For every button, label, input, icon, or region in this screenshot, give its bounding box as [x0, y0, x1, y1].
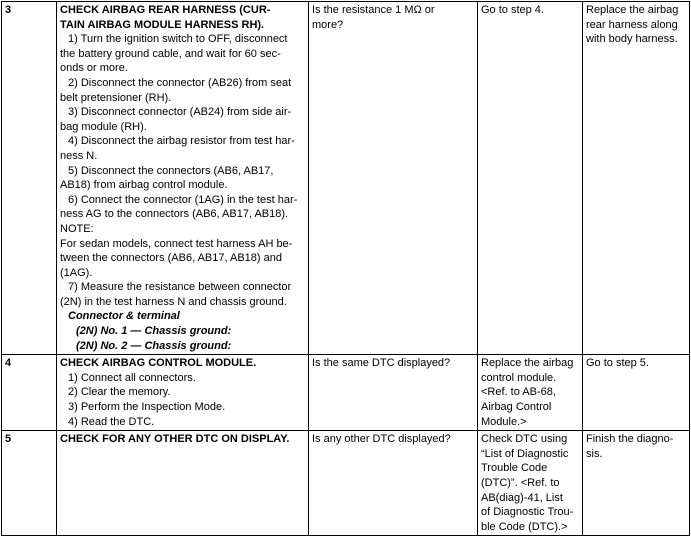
check-cell: [309, 355, 478, 431]
procedure-line: 3) Disconnect connector (AB24) from side air-: [68, 106, 292, 119]
step-number: 5: [2, 431, 57, 536]
step-title: CHECK FOR ANY OTHER DTC ON DISPLAY.: [60, 433, 290, 446]
check-cell: [309, 431, 478, 536]
check-line: Is any other DTC displayed?: [312, 433, 451, 446]
no-line: Finish the diagno-: [586, 433, 674, 446]
procedure-line: 3) Perform the Inspection Mode.: [68, 401, 226, 414]
yes-cell: [478, 431, 583, 536]
procedure-line: 2) Clear the memory.: [68, 386, 171, 399]
step-title: CHECK AIRBAG REAR HARNESS (CUR-: [60, 4, 271, 16]
check-cell: [309, 2, 478, 355]
check-line: more?: [312, 18, 344, 31]
procedure-cell: [57, 431, 309, 536]
procedure-line: ness AG to the connectors (AB6, AB17, AB18).: [60, 208, 289, 221]
procedure-line: 4) Read the DTC.: [68, 415, 155, 428]
step-title: TAIN AIRBAG MODULE HARNESS RH).: [60, 18, 265, 31]
yes-line: Airbag Control: [481, 401, 552, 414]
step-title: CHECK AIRBAG CONTROL MODULE.: [60, 357, 257, 370]
procedure-line: 4) Disconnect the airbag resistor from test har-: [68, 135, 295, 148]
procedure-cell: [57, 355, 309, 431]
step-number: 3: [2, 2, 57, 355]
yes-line: of Diagnostic Trou-: [481, 506, 574, 519]
procedure-line: 1) Turn the ignition switch to OFF, disconnect: [68, 33, 288, 46]
table-row: [2, 2, 690, 355]
procedure-cell: [57, 2, 309, 355]
connector-terminal-line: (2N) No. 1 — Chassis ground:: [76, 325, 232, 338]
note-line: tween the connectors (AB6, AB17, AB18) and: [60, 252, 282, 265]
procedure-line: 6) Connect the connector (1AG) in the test har-: [68, 193, 298, 206]
yes-line: <Ref. to AB-68,: [481, 386, 556, 399]
procedure-line: the battery ground cable, and wait for 60 sec-: [60, 47, 281, 60]
yes-line: (DTC)”. <Ref. to: [481, 477, 560, 490]
step-number: 4: [2, 355, 57, 431]
no-line: rear harness along: [586, 18, 678, 31]
yes-cell: [478, 2, 583, 355]
no-line: sis.: [586, 447, 603, 460]
yes-line: “List of Diagnostic: [481, 447, 569, 460]
yes-line: Go to step 4.: [481, 4, 544, 16]
table-row: [2, 355, 690, 431]
no-cell: [583, 2, 690, 355]
procedure-line: 1) Connect all connectors.: [68, 371, 196, 384]
no-line: Replace the airbag: [586, 4, 679, 16]
check-line: Is the same DTC displayed?: [312, 357, 451, 370]
check-line: Is the resistance 1 MΩ or: [312, 4, 435, 16]
yes-line: Module.>: [481, 415, 527, 428]
procedure-line: AB18) from airbag control module.: [60, 179, 228, 192]
note-line: For sedan models, connect test harness AH be-: [60, 237, 293, 250]
yes-line: Replace the airbag: [481, 357, 574, 370]
yes-line: Check DTC using: [481, 433, 568, 446]
no-line: Go to step 5.: [586, 357, 649, 370]
procedure-line: 2) Disconnect the connector (AB26) from seat: [68, 76, 292, 89]
diagnostic-table: [1, 1, 690, 536]
procedure-line: belt pretensioner (RH).: [60, 91, 172, 104]
note-line: (1AG).: [60, 266, 93, 279]
no-cell: [583, 431, 690, 536]
procedure-line: ness N.: [60, 149, 98, 162]
procedure-line: onds or more.: [60, 62, 128, 75]
yes-line: control module.: [481, 371, 557, 384]
no-cell: [583, 355, 690, 431]
yes-line: ble Code (DTC).>: [481, 520, 568, 533]
connector-heading: Connector & terminal: [68, 310, 180, 323]
yes-line: AB(diag)-41, List: [481, 491, 563, 504]
connector-terminal-line: (2N) No. 2 — Chassis ground:: [76, 339, 232, 352]
procedure-line: 7) Measure the resistance between connector: [68, 281, 292, 294]
procedure-line: (2N) in the test harness N and chassis ground.: [60, 295, 287, 308]
note-label: NOTE:: [60, 222, 94, 235]
yes-line: Trouble Code: [481, 462, 548, 475]
no-line: with body harness.: [586, 33, 678, 46]
procedure-line: bag module (RH).: [60, 120, 147, 133]
yes-cell: [478, 355, 583, 431]
table-row: [2, 431, 690, 536]
procedure-line: 5) Disconnect the connectors (AB6, AB17,: [68, 164, 274, 177]
